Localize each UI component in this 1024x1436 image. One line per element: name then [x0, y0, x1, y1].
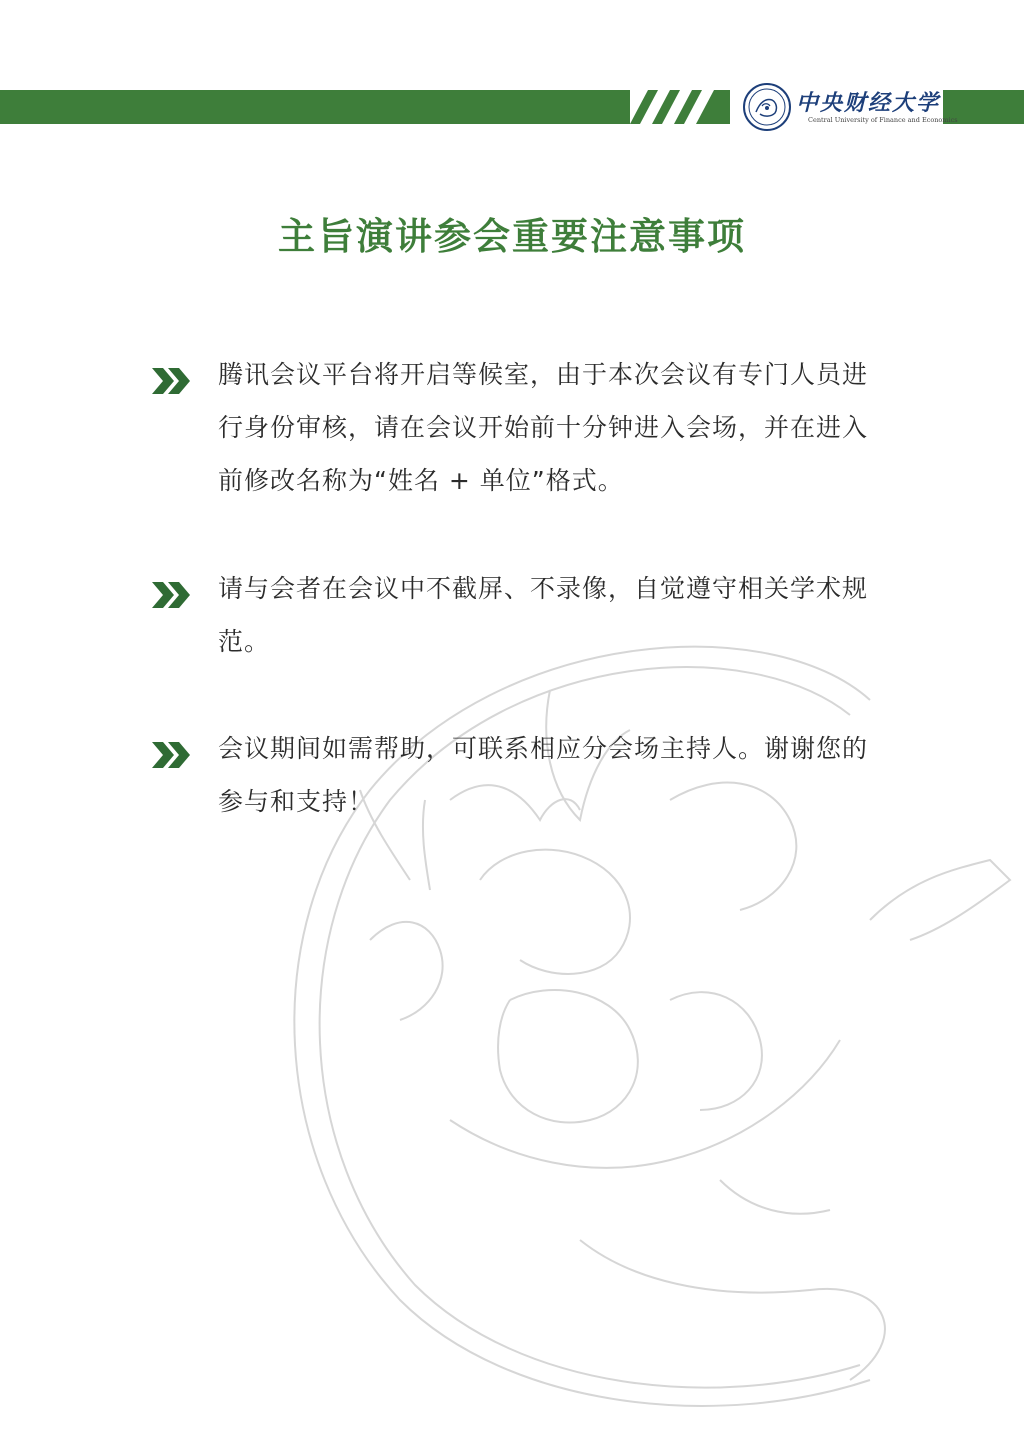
double-chevron-right-icon — [152, 368, 192, 394]
notice-text: 请与会者在会议中不截屏、不录像，自觉遵守相关学术规范。 — [218, 574, 869, 656]
university-seal-icon — [742, 82, 792, 132]
double-chevron-right-icon — [152, 582, 192, 608]
university-name-cn: 中央财经大学 — [796, 90, 941, 116]
header-bar-left — [0, 90, 630, 124]
header-stripes — [620, 90, 730, 124]
notice-text: 会议期间如需帮助，可联系相应分会场主持人。谢谢您的参与和支持！ — [218, 734, 869, 816]
university-name-en: Central University of Finance and Economics — [808, 116, 958, 124]
notice-text: 腾讯会议平台将开启等候室，由于本次会议有专门人员进行身份审核，请在会议开始前十分钟进入会场，并在进入前修改名称为“姓名 + 单位”格式。 — [218, 360, 869, 495]
university-logo — [742, 82, 958, 132]
page-title: 主旨演讲参会重要注意事项 — [278, 215, 746, 258]
double-chevron-right-icon — [152, 742, 192, 768]
